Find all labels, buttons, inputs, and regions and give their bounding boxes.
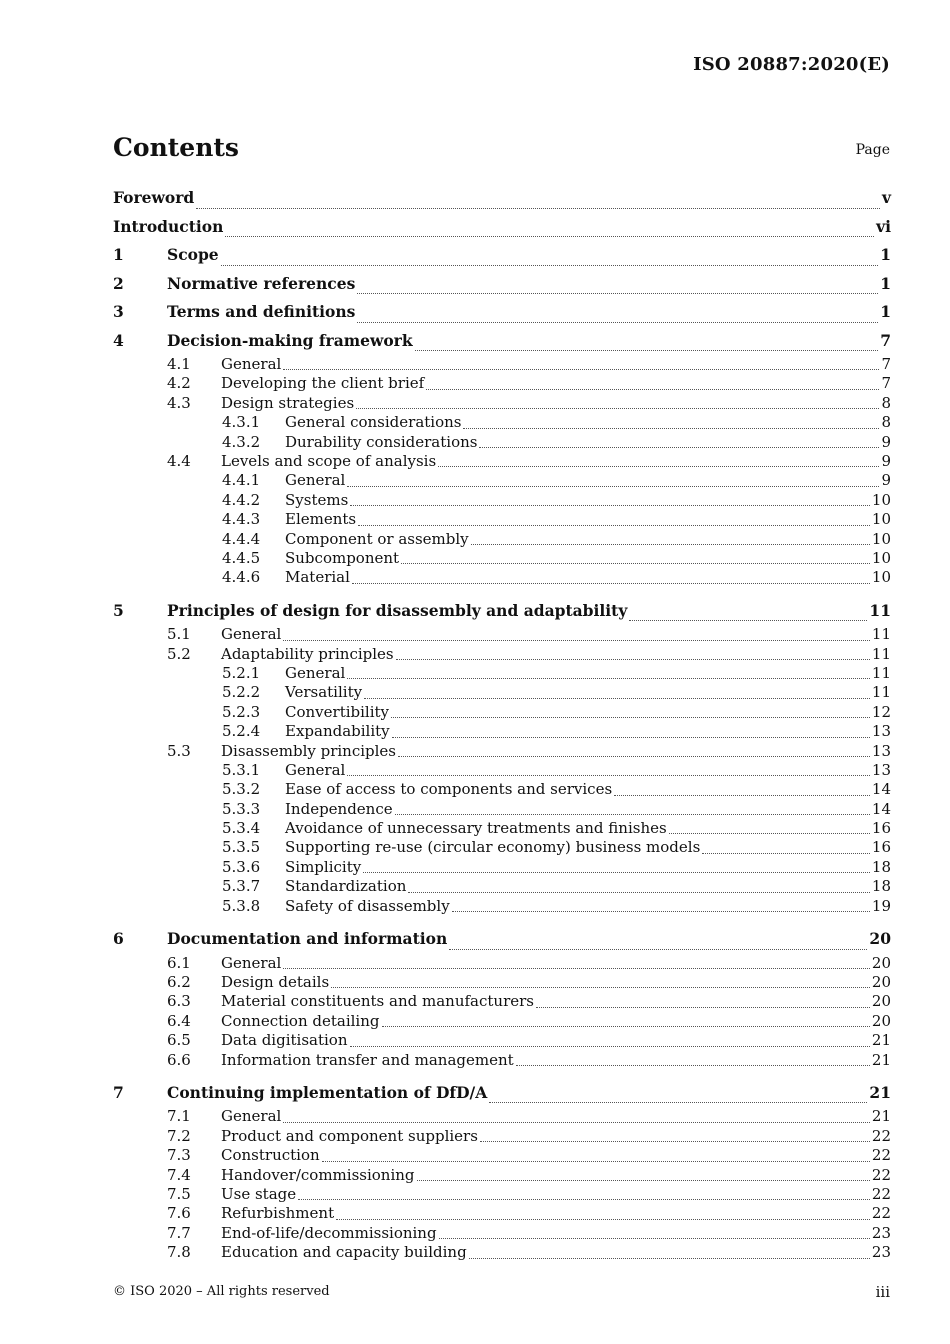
toc-entry-page: 20 (871, 992, 891, 1011)
toc-entry-page: 19 (871, 896, 891, 915)
toc-entry-page: 20 (871, 1011, 891, 1030)
toc-entry-page: 13 (871, 722, 891, 741)
toc-entry-title: Disassembly principles (221, 741, 397, 760)
toc-entry-number: 5.1 (167, 625, 191, 644)
toc-entry[interactable] (113, 1224, 891, 1243)
toc-entry-page: 22 (871, 1146, 891, 1165)
toc-entry-page: 14 (871, 780, 891, 799)
toc-entry-title: Subcomponent (285, 548, 400, 567)
toc-entry[interactable] (113, 973, 891, 992)
toc-entry[interactable] (113, 925, 891, 954)
dot-leader (415, 349, 879, 351)
dot-leader (516, 1064, 870, 1066)
toc-entry[interactable] (113, 597, 891, 626)
toc-entry[interactable] (113, 1012, 891, 1031)
toc-entry-page: 9 (881, 451, 891, 470)
toc-entry-title: Continuing implementation of DfD/A (167, 1082, 488, 1102)
toc-entry-number: 5.3.6 (222, 857, 261, 876)
toc-entry-title: Principles of design for disassembly and adaptability (167, 600, 628, 620)
dot-leader (449, 948, 867, 950)
table-of-contents (113, 184, 891, 1263)
dot-leader (356, 407, 879, 409)
toc-entry-number: 7.2 (167, 1126, 191, 1145)
toc-entry-number: 6.1 (167, 953, 191, 972)
toc-entry-number: 4 (113, 330, 124, 350)
toc-entry-number: 4.3.1 (222, 413, 261, 432)
dot-leader (438, 465, 879, 467)
toc-entry-page: 8 (881, 413, 891, 432)
toc-entry-page: v (881, 188, 891, 207)
toc-entry-page: 22 (871, 1126, 891, 1145)
toc-entry[interactable] (113, 1031, 891, 1050)
copyright-notice: © ISO 2020 – All rights reserved (113, 1284, 330, 1299)
toc-entry-page: 9 (881, 471, 891, 490)
page-title: Contents (113, 133, 240, 162)
toc-entry-title: General (285, 471, 346, 490)
dot-leader (471, 543, 870, 545)
dot-leader (401, 562, 870, 564)
toc-entry-number: 5.3.4 (222, 819, 261, 838)
toc-entry-number: 4.1 (167, 355, 191, 373)
toc-entry-page: 21 (871, 1050, 891, 1069)
toc-entry[interactable] (113, 510, 891, 529)
toc-entry-title: Systems (285, 490, 349, 509)
toc-entry[interactable] (113, 184, 891, 213)
toc-entry-page: 22 (871, 1184, 891, 1203)
toc-entry-page: 10 (871, 568, 891, 587)
toc-entry-number: 4.3.2 (222, 432, 261, 451)
toc-entry[interactable] (113, 270, 891, 299)
toc-entry-number: 5.2.2 (222, 683, 261, 702)
page-number: iii (875, 1283, 890, 1301)
dot-leader (439, 1237, 870, 1239)
page-column-label: Page (855, 142, 890, 158)
dot-leader (283, 368, 879, 370)
dot-leader (382, 1025, 870, 1027)
toc-entry[interactable] (113, 530, 891, 549)
toc-entry-page: 18 (871, 857, 891, 876)
toc-entry[interactable] (113, 1166, 891, 1185)
toc-entry-title: Terms and definitions (167, 302, 356, 321)
toc-entry-number: 6 (113, 929, 124, 949)
toc-entry-title: Component or assembly (285, 529, 469, 548)
dot-leader (352, 582, 870, 584)
dot-leader (480, 1140, 870, 1142)
toc-entry[interactable] (113, 491, 891, 510)
toc-entry[interactable] (113, 1204, 891, 1223)
toc-entry[interactable] (113, 858, 891, 877)
toc-entry-number: 6.3 (167, 992, 191, 1011)
toc-entry-number: 7.4 (167, 1165, 191, 1184)
toc-entry-page: 1 (880, 302, 891, 321)
toc-entry-title: Design details (221, 972, 330, 991)
toc-entry-number: 7.3 (167, 1146, 191, 1165)
toc-entry-number: 5.3.1 (222, 760, 261, 779)
toc-entry[interactable] (113, 683, 891, 702)
dot-leader (358, 524, 870, 526)
dot-leader (322, 1160, 870, 1162)
toc-entry-title: Scope (167, 245, 219, 264)
toc-entry-title: Information transfer and management (221, 1050, 514, 1069)
toc-entry[interactable] (113, 954, 891, 973)
toc-entry[interactable] (113, 327, 891, 356)
toc-entry-page: 11 (871, 625, 891, 644)
toc-entry-number: 2 (113, 273, 124, 293)
toc-entry-number: 7.5 (167, 1184, 191, 1203)
toc-entry-title: Construction (221, 1146, 320, 1165)
dot-leader (398, 755, 870, 757)
toc-entry-page: 9 (881, 432, 891, 451)
toc-entry-page: 16 (871, 838, 891, 857)
toc-entry-page: 23 (871, 1223, 891, 1242)
dot-leader (614, 794, 870, 796)
toc-entry[interactable] (113, 645, 891, 664)
toc-entry-page: 22 (871, 1204, 891, 1223)
toc-entry-number: 6.2 (167, 972, 191, 991)
toc-entry-page: 13 (871, 741, 891, 760)
toc-entry-page: 21 (871, 1031, 891, 1050)
toc-entry-title: General (221, 1107, 282, 1126)
toc-entry-title: Supporting re-use (circular economy) business models (285, 838, 701, 857)
toc-entry-number: 5.2.4 (222, 722, 261, 741)
dot-leader (347, 677, 870, 679)
toc-entry-page: 23 (871, 1243, 891, 1262)
toc-entry-title: Documentation and information (167, 929, 448, 949)
dot-leader (629, 619, 867, 621)
dot-leader (536, 1006, 870, 1008)
toc-entry-title: Handover/commissioning (221, 1165, 415, 1184)
toc-entry[interactable] (113, 800, 891, 819)
toc-entry-title: Connection detailing (221, 1011, 380, 1030)
dot-leader (283, 967, 870, 969)
toc-entry-page: 21 (871, 1107, 891, 1126)
toc-entry-page: 1 (880, 273, 891, 293)
toc-entry-number: 5.3 (167, 741, 191, 760)
toc-entry-number: 5.3.3 (222, 799, 261, 818)
toc-entry-title: General (221, 625, 282, 644)
toc-entry[interactable] (113, 1243, 891, 1262)
toc-entry-number: 6.6 (167, 1050, 191, 1069)
dot-leader (702, 852, 870, 854)
toc-entry-title: Standardization (285, 877, 407, 896)
toc-entry-number: 7.8 (167, 1243, 191, 1262)
toc-entry-title: Ease of access to components and services (285, 780, 613, 799)
toc-entry-title: Safety of disassembly (285, 896, 450, 915)
dot-leader (395, 813, 870, 815)
toc-entry-title: Product and component suppliers (221, 1126, 478, 1145)
dot-leader (347, 485, 879, 487)
toc-entry[interactable] (113, 625, 891, 644)
toc-entry[interactable] (113, 992, 891, 1011)
toc-entry-page: 11 (871, 683, 891, 702)
toc-entry-title: Convertibility (285, 702, 390, 721)
toc-entry[interactable] (113, 452, 891, 471)
dot-leader (469, 1257, 870, 1259)
toc-entry-number: 5.3.8 (222, 896, 261, 915)
toc-entry-number: 3 (113, 302, 124, 321)
toc-entry[interactable] (113, 1185, 891, 1204)
toc-entry[interactable] (113, 742, 891, 761)
toc-entry-page: 14 (871, 799, 891, 818)
toc-entry-number: 4.4 (167, 451, 191, 470)
toc-entry[interactable] (113, 549, 891, 568)
toc-entry-title: Data digitisation (221, 1031, 348, 1050)
dot-leader (357, 292, 878, 294)
toc-entry-page: 21 (869, 1082, 891, 1102)
toc-entry[interactable] (113, 568, 891, 587)
toc-entry-number: 6.4 (167, 1011, 191, 1030)
toc-entry-number: 4.4.2 (222, 490, 261, 509)
toc-entry-number: 7.6 (167, 1204, 191, 1223)
dot-leader (669, 832, 870, 834)
toc-entry-page: vi (876, 216, 891, 236)
dot-leader (417, 1179, 870, 1181)
dot-leader (298, 1198, 870, 1200)
toc-entry-number: 5.2 (167, 644, 191, 663)
toc-entry-number: 6.5 (167, 1031, 191, 1050)
toc-entry-title: Foreword (113, 188, 195, 207)
toc-entry-title: Material constituents and manufacturers (221, 992, 534, 1011)
toc-entry-page: 1 (880, 245, 891, 264)
dot-leader (221, 264, 879, 266)
toc-entry-page: 7 (880, 330, 891, 350)
toc-entry[interactable] (113, 413, 891, 432)
dot-leader (391, 716, 870, 718)
toc-entry-page: 22 (871, 1165, 891, 1184)
toc-entry-page: 7 (881, 355, 891, 373)
toc-entry-title: Developing the client brief (221, 374, 425, 393)
toc-entry[interactable] (113, 761, 891, 780)
toc-entry[interactable] (113, 298, 891, 327)
toc-entry-number: 4.4.1 (222, 471, 261, 490)
toc-entry-number: 7.7 (167, 1223, 191, 1242)
dot-leader (363, 871, 870, 873)
toc-entry-page: 11 (869, 600, 891, 620)
toc-entry[interactable] (113, 213, 891, 242)
toc-entry-number: 4.4.5 (222, 548, 261, 567)
toc-entry-number: 5.3.5 (222, 838, 261, 857)
toc-entry-title: Independence (285, 799, 393, 818)
toc-entry-title: Simplicity (285, 857, 362, 876)
toc-entry-title: Material (285, 568, 350, 587)
toc-entry-title: Introduction (113, 216, 224, 236)
toc-entry-number: 4.4.3 (222, 510, 261, 529)
toc-entry-title: Normative references (167, 273, 356, 293)
toc-entry-title: General considerations (285, 413, 462, 432)
toc-entry-page: 18 (871, 877, 891, 896)
toc-entry-title: Expandability (285, 722, 390, 741)
dot-leader (408, 891, 870, 893)
toc-entry[interactable] (113, 374, 891, 393)
toc-entry[interactable] (113, 703, 891, 722)
dot-leader (479, 446, 879, 448)
toc-entry-title: Education and capacity building (221, 1243, 467, 1262)
toc-entry[interactable] (113, 241, 891, 270)
dot-leader (426, 388, 879, 390)
toc-entry[interactable] (113, 819, 891, 838)
toc-entry-number: 4.4.6 (222, 568, 261, 587)
toc-entry-number: 5.3.7 (222, 877, 261, 896)
toc-entry-title: Elements (285, 510, 357, 529)
toc-entry-page: 10 (871, 548, 891, 567)
toc-entry[interactable] (113, 433, 891, 452)
toc-entry-number: 4.4.4 (222, 529, 261, 548)
toc-entry-title: Use stage (221, 1184, 297, 1203)
toc-entry[interactable] (113, 722, 891, 741)
dot-leader (336, 1218, 870, 1220)
toc-entry-page: 20 (871, 953, 891, 972)
dot-leader (283, 639, 870, 641)
toc-entry-title: General (221, 355, 282, 373)
dot-leader (347, 774, 870, 776)
toc-entry-title: General (221, 953, 282, 972)
toc-entry-number: 7.1 (167, 1107, 191, 1126)
toc-entry-page: 13 (871, 760, 891, 779)
toc-entry-page: 11 (871, 644, 891, 663)
toc-entry-page: 7 (881, 374, 891, 393)
toc-entry-title: General (285, 663, 346, 682)
toc-entry-page: 20 (871, 972, 891, 991)
toc-entry[interactable] (113, 1146, 891, 1165)
toc-entry-page: 11 (871, 663, 891, 682)
dot-leader (364, 697, 870, 699)
toc-entry[interactable] (113, 1127, 891, 1146)
toc-entry-number: 5 (113, 600, 124, 620)
dot-leader (350, 1045, 870, 1047)
toc-entry-title: Durability considerations (285, 432, 478, 451)
toc-entry-page: 12 (871, 702, 891, 721)
dot-leader (283, 1121, 870, 1123)
toc-entry[interactable] (113, 664, 891, 683)
toc-entry-title: Avoidance of unnecessary treatments and finishes (285, 819, 667, 838)
toc-entry[interactable] (113, 780, 891, 799)
toc-entry[interactable] (113, 355, 891, 374)
toc-entry-page: 8 (881, 393, 891, 412)
toc-entry-title: End-of-life/decommissioning (221, 1223, 437, 1242)
toc-entry-page: 20 (869, 929, 891, 949)
dot-leader (452, 910, 870, 912)
toc-entry-number: 5.2.3 (222, 702, 261, 721)
toc-entry-title: Refurbishment (221, 1204, 335, 1223)
dot-leader (225, 235, 874, 237)
toc-entry-title: Adaptability principles (221, 644, 394, 663)
toc-entry[interactable] (113, 471, 891, 490)
dot-leader (463, 427, 879, 429)
toc-entry-page: 10 (871, 510, 891, 529)
toc-entry[interactable] (113, 897, 891, 916)
dot-leader (396, 658, 870, 660)
toc-entry-title: Design strategies (221, 393, 355, 412)
dot-leader (196, 207, 880, 209)
toc-entry-number: 5.2.1 (222, 663, 261, 682)
toc-entry-page: 10 (871, 490, 891, 509)
dot-leader (350, 504, 870, 506)
toc-entry-number: 5.3.2 (222, 780, 261, 799)
toc-entry-number: 4.2 (167, 374, 191, 393)
toc-entry[interactable] (113, 1051, 891, 1070)
dot-leader (357, 321, 878, 323)
toc-entry-number: 4.3 (167, 393, 191, 412)
toc-entry[interactable] (113, 1079, 891, 1108)
toc-entry[interactable] (113, 877, 891, 896)
dot-leader (392, 736, 870, 738)
dot-leader (489, 1101, 867, 1103)
toc-entry[interactable] (113, 838, 891, 857)
toc-entry-number: 1 (113, 245, 124, 264)
toc-entry-page: 16 (871, 819, 891, 838)
toc-entry-page: 10 (871, 529, 891, 548)
toc-entry[interactable] (113, 1107, 891, 1126)
toc-entry-title: Levels and scope of analysis (221, 451, 437, 470)
toc-entry-number: 7 (113, 1082, 124, 1102)
dot-leader (331, 986, 870, 988)
toc-entry-title: General (285, 760, 346, 779)
toc-entry[interactable] (113, 394, 891, 413)
toc-entry-title: Decision-making framework (167, 330, 413, 350)
toc-entry-title: Versatility (285, 683, 363, 702)
document-id: ISO 20887:2020(E) (693, 54, 890, 75)
